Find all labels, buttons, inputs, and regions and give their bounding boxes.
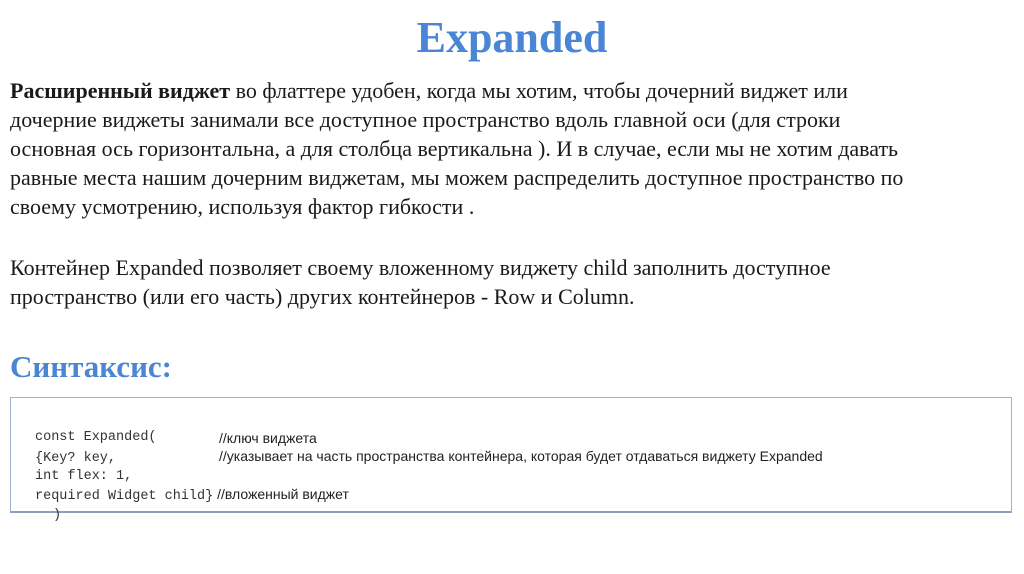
container-paragraph <box>10 253 1000 311</box>
container-line-2: пространство (или его часть) других контейнеров - Row и Column. <box>10 284 635 309</box>
code-comment: //указывает на часть пространства контейнера, которая будет отдаваться виджету Expanded <box>219 448 823 464</box>
code-line-4 <box>21 464 349 504</box>
code-line-2 <box>21 428 317 466</box>
code-text: int flex: 1, <box>35 469 133 484</box>
code-text: ) <box>53 508 62 523</box>
code-comment: //вложенный виджет <box>213 486 349 502</box>
code-line-5 <box>39 485 62 523</box>
intro-line-1-rest: во флаттере удобен, когда мы хотим, чтобы дочерний виджет или <box>230 78 848 103</box>
code-line-3 <box>21 446 823 484</box>
code-text: required Widget child} <box>35 489 214 504</box>
intro-line-4: равные места нашим дочерним виджетам, мы можем распределить доступное пространство по <box>10 165 904 190</box>
intro-line-2: дочерние виджеты занимали все доступное пространство вдоль главной оси (для строки <box>10 107 841 132</box>
container-line-1: Контейнер Expanded позволяет своему вложенному виджету child заполнить доступное <box>10 255 831 280</box>
code-text: {Key? key, <box>35 451 117 466</box>
syntax-heading: Синтаксис: <box>10 349 173 384</box>
intro-paragraph <box>10 76 1000 221</box>
code-block <box>10 397 1012 523</box>
code-text: const Expanded( <box>35 430 157 445</box>
intro-line-1 <box>10 76 1000 105</box>
code-line-1 <box>21 407 157 445</box>
intro-line-5: своему усмотрению, используя фактор гибкости . <box>10 194 475 219</box>
slide-title: Expanded <box>416 13 608 62</box>
intro-line-3: основная ось горизонтальна, а для столбца вертикальна ). И в случае, если мы не хотим давать <box>10 136 899 161</box>
code-comment: //ключ виджета <box>219 430 317 446</box>
bold-term: Расширенный виджет <box>10 78 231 103</box>
